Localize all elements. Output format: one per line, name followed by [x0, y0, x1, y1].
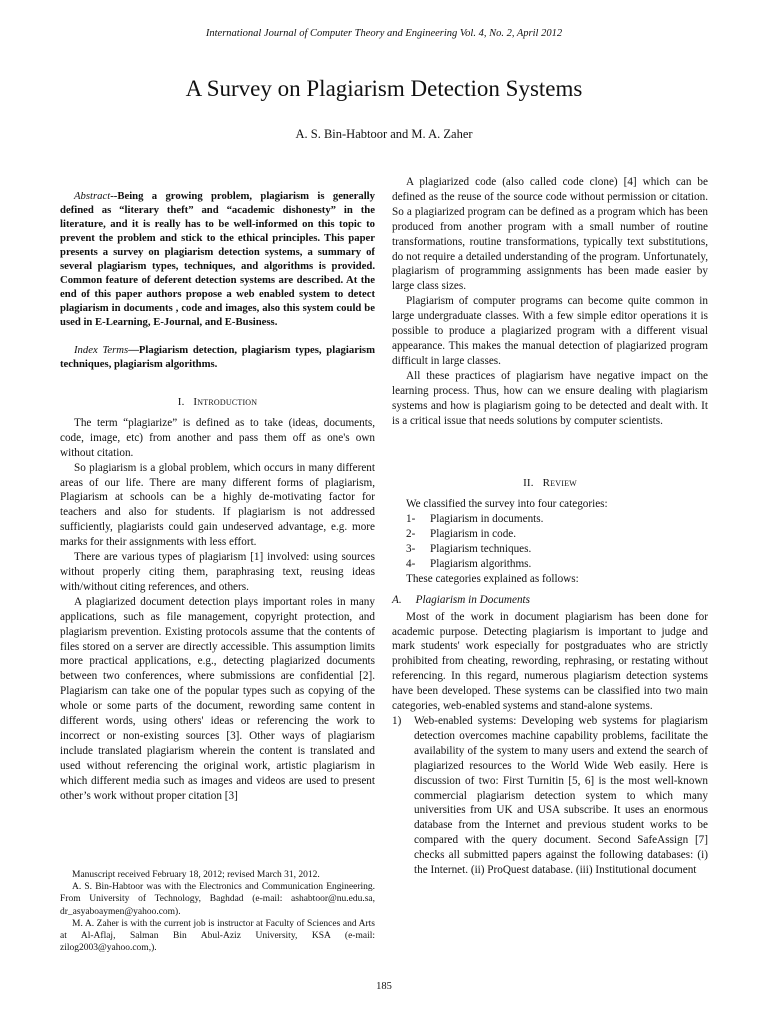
section-numeral: I.	[177, 396, 185, 408]
code-plagiarism-paragraph: All these practices of plagiarism have negative impact on the learning process. Thus, how can we ensure dealing with plagiarism systems and how is plagiarism going to be detected and dealt with. It is a critical issue that needs solutions by computer scientists.	[392, 369, 708, 427]
list-item-number: 1-	[406, 513, 416, 526]
intro-paragraph: A plagiarized document detection plays important roles in many applications, such as file management, copyright protection, and plagiarism prevention. Existing protocols assume that the contents of files stored on a server are directly accessible. This assumption limits more practical applications, e.g., detecting plagiarized documents between two conferences, where submissions are confidential [2]. Plagiarism can take one of the popular types such as copying of the whole or some parts of the document, rewording same content in different words, using others' ideas or referencing the work to incorrect or non-existing sources [3]. Other ways of plagiarism include translated plagiarism wherein the content is translated and used without referencing the original work, artistic plagiarism in which different media such as images and videos are used to present other’s work without proper citation [3]	[60, 595, 375, 802]
list-item-number: 2-	[406, 528, 416, 541]
section-heading-introduction	[60, 395, 375, 410]
list-item-number: 3-	[406, 543, 416, 556]
footnote: M. A. Zaher is with the current job is instructor at Faculty of Sciences and Arts at Al-Aflaj, Salman Bin Abul-Aziz University, KSA (e-mail: zilog2003@yahoo.com,).	[60, 918, 375, 954]
abstract-label: Abstract	[74, 190, 111, 202]
subsection-title: Plagiarism in Documents	[415, 593, 530, 606]
review-intro: We classified the survey into four categories:	[406, 498, 608, 511]
left-column	[60, 175, 375, 803]
numbered-item-text: Web-enabled systems: Developing web systems for plagiarism detection overcomes machine capability problems, facilitate the availability of the system to many users and extend the search of plagiarized resources to the World Wide Web easily. Here is discussion of two: First Turnitin [5, 6] is the most well-known commercial plagiarism detection system to which many universities from UK and USA subscribe. It uses an enormous database from the Internet and previous student works to be compared with the query document. Second SafeAssign [7] checks all submitted papers against the following databases: (i) the Internet. (ii) ProQuest database. (iii) Institutional document	[414, 715, 708, 877]
paper-title: A Survey on Plagiarism Detection Systems	[185, 76, 583, 101]
intro-paragraph: So plagiarism is a global problem, which occurs in many different areas of our life. There are many different forms of plagiarism, Plagiarism at schools can be a highly de-motivating factor for teachers and also for students. If plagiarism is not addressed sufficiently, plagiarists could gain undeserved advantage, e.g. more marks for their assignments with less effort.	[60, 461, 375, 549]
list-item	[392, 512, 708, 527]
numbered-item-number: 1)	[392, 715, 402, 727]
review-outro: These categories explained as follows:	[406, 572, 579, 585]
category-list	[392, 512, 708, 572]
section-title: Review	[542, 477, 577, 490]
index-terms-label: Index Terms	[74, 344, 129, 356]
list-item-text: Plagiarism in code.	[430, 528, 517, 541]
code-plagiarism-paragraph: A plagiarized code (also called code clone) [4] which can be defined as the reuse of the source code without permission or citation. So a plagiarized program can be defined as a program which has been produced from another program with a small number of routine transformations, routine transformations, typically text substitutions, do not require a detailed understanding of the program. Unfortunately, plagiarism of programming assignments has been made easier by large class sizes.	[392, 176, 708, 293]
intro-paragraph: The term “plagiarize” is defined as to take (ideas, documents, code, image, etc) from another and pass them off as one's own without citation.	[60, 416, 375, 459]
footnote: Manuscript received February 18, 2012; revised March 31, 2012.	[72, 870, 320, 880]
section-numeral: II.	[523, 477, 534, 490]
numbered-item	[392, 714, 708, 878]
journal-header: International Journal of Computer Theory and Engineering Vol. 4, No. 2, April 2012	[205, 28, 563, 39]
list-item-number: 4-	[406, 557, 416, 570]
paper-authors: A. S. Bin-Habtoor and M. A. Zaher	[295, 127, 473, 141]
footnotes	[60, 869, 375, 954]
subsection-heading	[392, 593, 708, 608]
document-plagiarism-paragraph: Most of the work in document plagiarism has been done for academic purpose. Detecting plagiarism is important to judge and mark students' work especially for postgraduates who are strictly prohibited from cheating, rewording, rephrasing, or restating without referencing. In this regard, numerous plagiarism detection systems have been developed. These systems can be classified into two main categories, web-enabled systems and stand-alone systems.	[392, 610, 708, 713]
list-item-text: Plagiarism in documents.	[430, 513, 544, 526]
index-terms	[60, 343, 375, 371]
intro-paragraph: There are various types of plagiarism [1] involved: using sources without properly citing them, paraphrasing text, reusing ideas with/without citing references, and others.	[60, 551, 375, 593]
list-item	[392, 527, 708, 542]
index-terms-text: —Plagiarism detection, plagiarism types, plagiarism techniques, plagiarism algorithms.	[60, 344, 375, 370]
list-item	[392, 557, 708, 572]
list-item-text: Plagiarism algorithms.	[430, 557, 532, 570]
right-column	[392, 175, 708, 878]
list-item	[392, 542, 708, 557]
code-plagiarism-paragraph: Plagiarism of computer programs can become quite common in large undergraduate classes. With a few simple editor operations it is possible to produce a plagiarized program with a different visual appearance. This makes the manual detection of plagiarized program difficult in large classes.	[392, 295, 708, 367]
list-item-text: Plagiarism techniques.	[430, 543, 532, 556]
section-heading-review	[392, 476, 708, 491]
page-number: 185	[376, 981, 392, 992]
subsection-letter: A.	[392, 593, 402, 606]
footnote: A. S. Bin-Habtoor was with the Electronics and Communication Engineering. From University of Technology, Baghdad (e-mail: ashabtoor@nu.edu.sa, dr_asyaboaymen@yahoo.com).	[60, 882, 375, 917]
abstract	[60, 189, 375, 329]
abstract-text: --Being a growing problem, plagiarism is generally defined as “literary theft” and “academic dishonesty” in the literature, and it is really has to be well-informed on this topic to prevent the problem and stick to the ethical principles. This paper presents a survey on plagiarism detection systems, a summary of several plagiarism types, techniques, and algorithms is provided. Common feature of deferent detection systems are described. At the end of this paper authors propose a web enabled system to detect plagiarism in documents , code and images, also this system could be used in E-Learning, E-Journal, and E-Business.	[60, 190, 375, 328]
section-title: Introduction	[193, 396, 258, 408]
